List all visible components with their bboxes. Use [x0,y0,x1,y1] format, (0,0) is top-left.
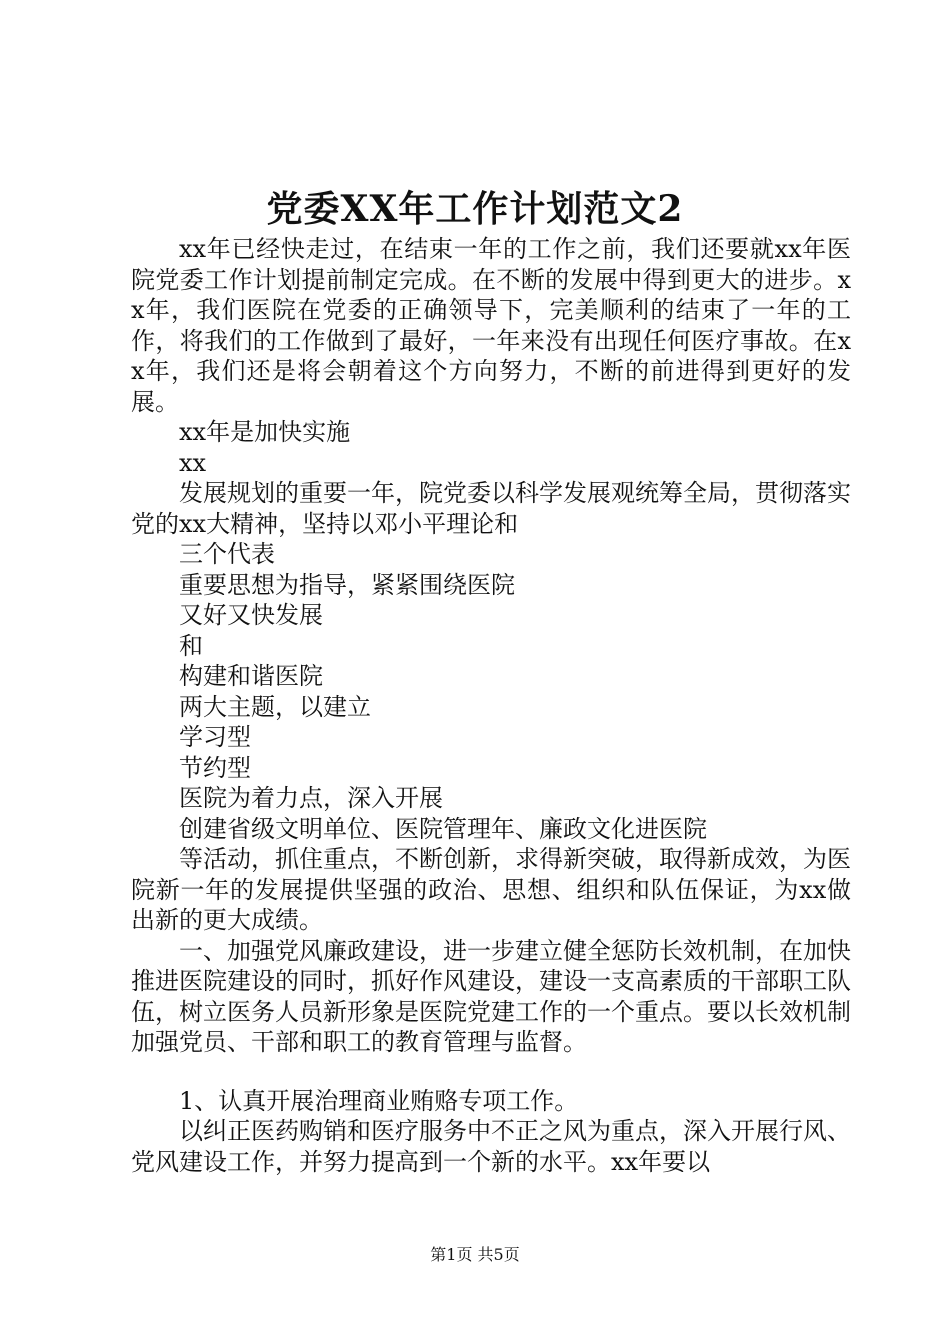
paragraph-line: 三个代表 [179,540,275,568]
paragraph-item-one-detail: 以纠正医药购销和医疗服务中不正之风为重点，深入开展行风、党风建设工作，并努力提高到一个新的水平。xx年要以 [131,1117,851,1176]
paragraph-line: 构建和谐医院 [179,662,323,690]
paragraph-line: 两大主题，以建立 [179,692,371,721]
paragraph-line: 节约型 [179,753,251,782]
paragraph-activities: 等活动，抓住重点，不断创新，求得新突破，取得新成效，为医院新一年的发展提供坚强的政治、思想、组织和队伍保证，为xx做出新的更大成绩。 [131,845,851,934]
paragraph-line: 学习型 [179,723,251,751]
paragraph-item-one: 1、认真开展治理商业贿赂专项工作。 [179,1086,579,1115]
document-body [131,234,851,1177]
page-footer: 第1页 共5页 [430,1245,520,1264]
paragraph-spacer [131,1058,851,1086]
paragraph-intro: xx年已经快走过，在结束一年的工作之前，我们还要就xx年医院党委工作计划提前制定完成。在不断的发展中得到更大的进步。xx年，我们医院在党委的正确领导下，完美顺利的结束了一年的工作，将我们的工作做到了最好，一年来没有出现任何医疗事故。在xx年，我们还是将会朝着这个方向努力，不断的前进得到更好的发展。 [131,235,851,416]
paragraph-line: 创建省级文明单位、医院管理年、廉政文化进医院 [179,814,707,843]
paragraph-section-one: 一、加强党风廉政建设，进一步建立健全惩防长效机制，在加快推进医院建设的同时，抓好作风建设，建设一支高素质的干部职工队伍，树立医务人员新形象是医院党建工作的一个重点。要以长效机制加强党员、干部和职工的教育管理与监督。 [131,936,851,1056]
document-title: 党委XX年工作计划范文2 [266,188,684,230]
paragraph-line: 重要思想为指导，紧紧围绕医院 [179,570,515,599]
paragraph-line: 和 [179,631,203,660]
paragraph-line: xx [179,448,207,477]
paragraph-line: 医院为着力点，深入开展 [179,784,443,812]
paragraph-line: 又好又快发展 [179,601,323,629]
paragraph-line: xx年是加快实施 [179,418,351,446]
paragraph-plan: 发展规划的重要一年，院党委以科学发展观统筹全局，贯彻落实党的xx大精神，坚持以邓小平理论和 [131,479,851,538]
